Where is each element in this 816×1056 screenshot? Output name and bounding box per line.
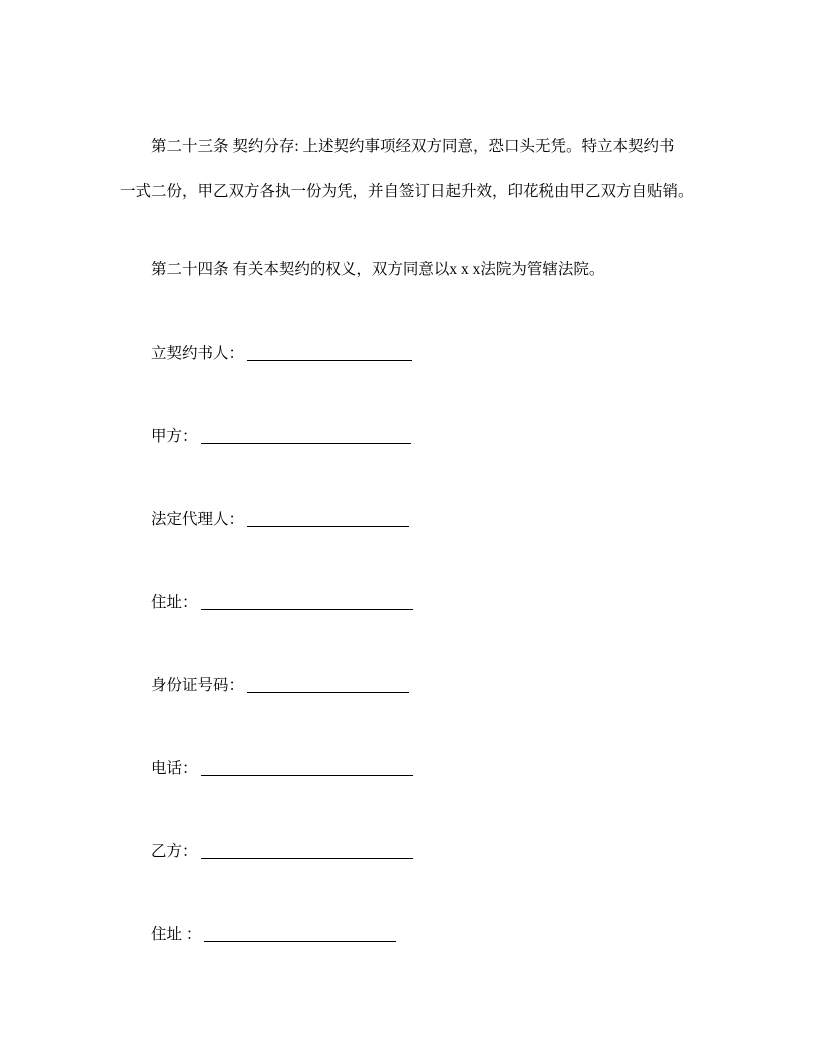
clause-24-text: 第二十四条 有关本契约的权义，双方同意以x x x法院为管辖法院。 — [151, 261, 605, 278]
clause-23-line-2: 一式二份，甲乙双方各执一份为凭，并自签订日起升效，印花税由甲乙双方自贴销。 — [120, 183, 694, 200]
party-a-address-field — [120, 595, 696, 611]
party-b-address-field — [120, 927, 696, 943]
id-number-field — [120, 678, 696, 694]
party-a-address-blank[interactable] — [201, 595, 413, 610]
party-b-field — [120, 844, 696, 860]
party-b-address-label: 住址 ： — [151, 926, 202, 943]
party-a-address-label: 住址： — [151, 594, 198, 611]
phone-label: 电话： — [151, 760, 198, 777]
party-b-address-blank[interactable] — [204, 927, 396, 942]
party-b-label: 乙方： — [151, 843, 198, 860]
legal-representative-blank[interactable] — [247, 512, 409, 527]
clause-23-line-1: 第二十三条 契约分存: 上述契约事项经双方同意，恐口头无凭。特立本契约书 — [151, 138, 675, 155]
party-a-field — [120, 429, 696, 445]
contract-parties-blank[interactable] — [247, 346, 412, 361]
legal-representative-label: 法定代理人： — [151, 511, 245, 528]
contract-parties-field — [120, 346, 696, 362]
party-a-blank[interactable] — [201, 429, 411, 444]
phone-blank[interactable] — [201, 761, 413, 776]
id-number-blank[interactable] — [247, 678, 409, 693]
legal-representative-field — [120, 512, 696, 528]
id-number-label: 身份证号码： — [151, 677, 245, 694]
party-b-blank[interactable] — [201, 844, 413, 859]
phone-field — [120, 761, 696, 777]
party-a-label: 甲方： — [151, 428, 198, 445]
contract-parties-label: 立契约书人： — [151, 345, 245, 362]
